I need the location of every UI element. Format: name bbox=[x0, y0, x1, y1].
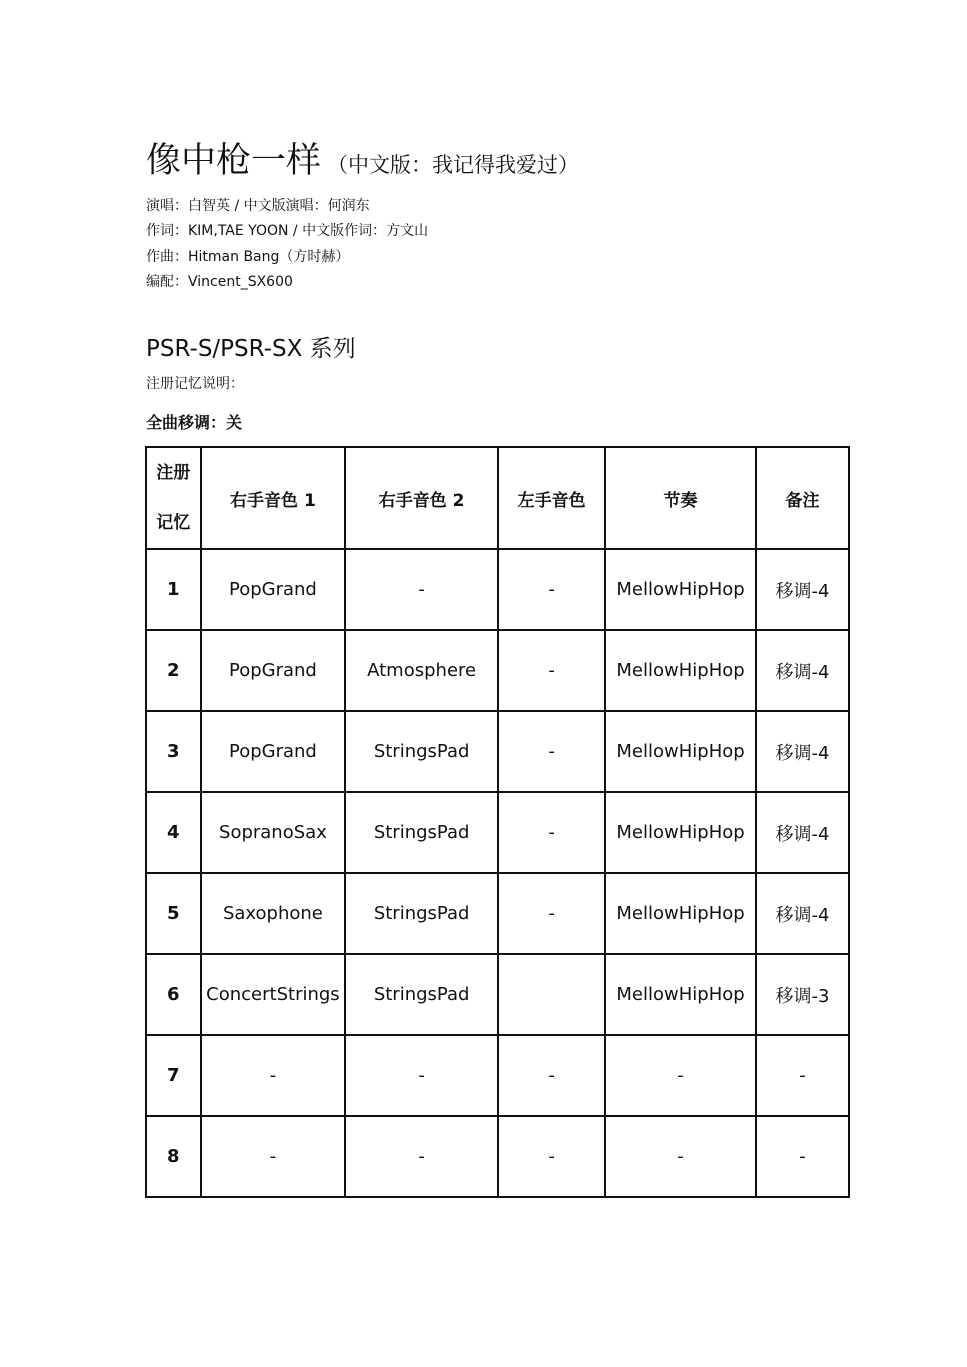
cell-right-voice-2: - bbox=[345, 1116, 498, 1197]
cell-left-voice bbox=[498, 954, 605, 1035]
cell-right-voice-1: SopranoSax bbox=[201, 792, 346, 873]
header-style: 节奏 bbox=[605, 447, 756, 549]
cell-note: 移调-4 bbox=[756, 711, 849, 792]
table-row bbox=[146, 792, 849, 873]
cell-right-voice-1: PopGrand bbox=[201, 630, 346, 711]
cell-right-voice-1: - bbox=[201, 1035, 346, 1116]
table-header-row bbox=[146, 447, 849, 549]
cell-right-voice-2: StringsPad bbox=[345, 711, 498, 792]
table-row bbox=[146, 954, 849, 1035]
registration-table bbox=[145, 446, 850, 1198]
table-row bbox=[146, 549, 849, 630]
cell-right-voice-2: - bbox=[345, 549, 498, 630]
cell-note: 移调-3 bbox=[756, 954, 849, 1035]
header-registration-line1: 注册 bbox=[156, 463, 191, 483]
cell-registration: 8 bbox=[146, 1116, 201, 1197]
cell-note: 移调-4 bbox=[756, 630, 849, 711]
cell-style: MellowHipHop bbox=[605, 873, 756, 954]
cell-left-voice: - bbox=[498, 549, 605, 630]
cell-right-voice-1: PopGrand bbox=[201, 711, 346, 792]
cell-registration: 1 bbox=[146, 549, 201, 630]
cell-right-voice-2: StringsPad bbox=[345, 792, 498, 873]
table-row bbox=[146, 1035, 849, 1116]
cell-right-voice-2: StringsPad bbox=[345, 954, 498, 1035]
cell-left-voice: - bbox=[498, 711, 605, 792]
header-note: 备注 bbox=[756, 447, 849, 549]
cell-note: 移调-4 bbox=[756, 549, 849, 630]
table-row bbox=[146, 873, 849, 954]
global-transpose: 全曲移调：关 bbox=[146, 413, 243, 432]
table-row bbox=[146, 630, 849, 711]
table-row bbox=[146, 711, 849, 792]
cell-style: MellowHipHop bbox=[605, 711, 756, 792]
song-title-subtitle: （中文版：我记得我爱过） bbox=[327, 153, 580, 177]
header-right-voice-1: 右手音色 1 bbox=[201, 447, 346, 549]
cell-registration: 5 bbox=[146, 873, 201, 954]
header-left-voice: 左手音色 bbox=[498, 447, 605, 549]
cell-right-voice-1: PopGrand bbox=[201, 549, 346, 630]
cell-note: 移调-4 bbox=[756, 792, 849, 873]
cell-registration: 2 bbox=[146, 630, 201, 711]
header-registration-line2: 记忆 bbox=[156, 513, 191, 533]
cell-registration: 4 bbox=[146, 792, 201, 873]
cell-note: 移调-4 bbox=[756, 873, 849, 954]
header-right-voice-2: 右手音色 2 bbox=[345, 447, 498, 549]
cell-left-voice: - bbox=[498, 630, 605, 711]
cell-left-voice: - bbox=[498, 1035, 605, 1116]
cell-note: - bbox=[756, 1035, 849, 1116]
cell-left-voice: - bbox=[498, 873, 605, 954]
credit-arranger: 编配：Vincent_SX600 bbox=[146, 273, 293, 290]
cell-right-voice-2: StringsPad bbox=[345, 873, 498, 954]
cell-style: MellowHipHop bbox=[605, 954, 756, 1035]
song-title-main: 像中枪一样 bbox=[146, 141, 322, 181]
credit-singer: 演唱：白智英 / 中文版演唱：何润东 bbox=[146, 198, 370, 214]
credit-composer: 作曲：Hitman Bang（方时赫） bbox=[146, 248, 350, 265]
cell-left-voice: - bbox=[498, 792, 605, 873]
cell-left-voice: - bbox=[498, 1116, 605, 1197]
cell-registration: 3 bbox=[146, 711, 201, 792]
cell-note: - bbox=[756, 1116, 849, 1197]
cell-style: MellowHipHop bbox=[605, 792, 756, 873]
song-title bbox=[146, 133, 579, 183]
cell-registration: 7 bbox=[146, 1035, 201, 1116]
cell-style: - bbox=[605, 1116, 756, 1197]
cell-registration: 6 bbox=[146, 954, 201, 1035]
series-heading: PSR-S/PSR-SX 系列 bbox=[146, 336, 356, 362]
cell-style: MellowHipHop bbox=[605, 549, 756, 630]
cell-style: MellowHipHop bbox=[605, 630, 756, 711]
cell-right-voice-1: ConcertStrings bbox=[201, 954, 346, 1035]
credit-lyricist: 作词：KIM,TAE YOON / 中文版作词：方文山 bbox=[146, 223, 429, 240]
cell-style: - bbox=[605, 1035, 756, 1116]
credits-block bbox=[146, 194, 428, 295]
cell-right-voice-2: Atmosphere bbox=[345, 630, 498, 711]
cell-right-voice-1: Saxophone bbox=[201, 873, 346, 954]
header-registration bbox=[146, 447, 201, 549]
cell-right-voice-2: - bbox=[345, 1035, 498, 1116]
registration-note: 注册记忆说明： bbox=[146, 376, 244, 392]
cell-right-voice-1: - bbox=[201, 1116, 346, 1197]
table-row bbox=[146, 1116, 849, 1197]
